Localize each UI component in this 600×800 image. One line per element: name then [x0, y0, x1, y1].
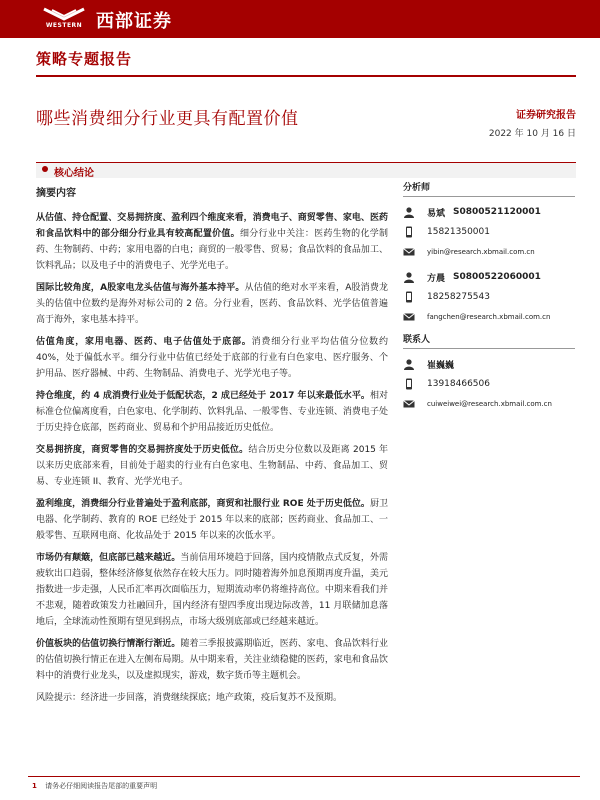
- paragraph-lead: 从估值、持仓配置、交易拥挤度、盈利四个维度来看，消费电子、商贸零售、家电、医药和食品饮料中的部分细分行业具有较高配置价值。: [36, 213, 388, 239]
- paragraph-lead: 交易拥挤度，商贸零售的交易拥挤度处于历史低位。: [36, 445, 249, 455]
- analyst-cert: S0800521120001: [453, 207, 541, 217]
- paragraph-lead: 盈利维度，消费细分行业普遍处于盈利底部，商贸和社服行业 ROE 处于历史低位。: [36, 499, 370, 509]
- summary-paragraph: [36, 550, 388, 630]
- analyst-phone: 15821350001: [427, 227, 490, 237]
- person-icon: [403, 271, 415, 283]
- contact-email[interactable]: cuiweiwei@research.xbmail.com.cn: [427, 400, 552, 408]
- contacts-heading: 联系人: [403, 332, 575, 349]
- contact-phone-row: [403, 374, 575, 394]
- report-title: 哪些消费细分行业更具有配置价值: [36, 109, 299, 129]
- page-number: 1: [32, 782, 37, 790]
- footer-divider: [28, 776, 580, 777]
- analyst-name-row: [403, 267, 575, 287]
- summary-paragraph: [36, 442, 388, 490]
- paragraph-lead: 持仓维度，约 4 成消费行业处于低配状态，2 成已经处于 2017 年以来最低水平。: [36, 391, 370, 401]
- paragraph-body: 相对标准仓位偏离度看，白色家电、化学制药、饮料乳品、一般零售、专业连锁、消费电子处于历史持仓底部，医药商业、贸易和个护用品接近历史低位。: [36, 391, 388, 433]
- summary-paragraph: [36, 334, 388, 382]
- footer: [32, 781, 157, 791]
- summary-paragraph: [36, 636, 388, 684]
- paragraph-body: 结合历史分位数以及距离 2015 年以来历史底部来看，目前处于超卖的行业有白色家电、生物制品、中药、食品加工、贸易、专业连锁 II、教育、光学光电子。: [36, 445, 388, 487]
- summary-paragraph: [36, 496, 388, 544]
- paragraph-lead: 国际比较角度，A股家电龙头估值与海外基本持平。: [36, 283, 245, 293]
- analyst-name: 方晨: [427, 273, 446, 284]
- analyst-cert: S0800522060001: [453, 272, 541, 282]
- paragraph-body: 消费细分行业平均估值分位数约 40%，处于偏低水平。细分行业中估值已经处于底部的行业有白色家电、医疗服务、个护用品、医疗器械、中药、生物制品、消费电子、光学光电子等。: [36, 337, 388, 379]
- mail-icon: [403, 311, 415, 323]
- summary-section: [36, 184, 388, 712]
- paragraph-body: 厨卫电器、化学制药、教育的 ROE 已经处于 2015 年以来的底部；医药商业、食品加工、一般零售、互联网电商、化妆品处于 2015 年以来的次低水平。: [36, 499, 388, 541]
- summary-paragraph: [36, 388, 388, 436]
- phone-icon: [403, 291, 415, 303]
- core-conclusion-title: 核心结论: [54, 168, 94, 179]
- analyst-card: [403, 267, 575, 327]
- analyst-email-row: [403, 242, 575, 262]
- analyst-phone-row: [403, 222, 575, 242]
- analyst-email[interactable]: fangchen@research.xbmail.com.cn: [427, 313, 551, 321]
- analyst-panel: [403, 180, 575, 419]
- analyst-phone-row: [403, 287, 575, 307]
- contact-phone: 13918466506: [427, 379, 490, 389]
- analysts-heading: 分析师: [403, 180, 575, 197]
- person-icon: [403, 358, 415, 370]
- summary-paragraph: [36, 210, 388, 274]
- report-category: 证券研究报告: [516, 110, 576, 121]
- analyst-card: [403, 202, 575, 262]
- paragraph-lead: 估值角度，家用电器、医药、电子估值处于底部。: [36, 337, 252, 347]
- person-icon: [403, 206, 415, 218]
- summary-paragraphs: [36, 210, 388, 706]
- analyst-list: [403, 202, 575, 327]
- phone-icon: [403, 378, 415, 390]
- summary-paragraph: [36, 690, 388, 706]
- contact-list: [403, 354, 575, 414]
- mail-icon: [403, 246, 415, 258]
- phone-icon: [403, 226, 415, 238]
- paragraph-body: 从估值的绝对水平来看，A股消费龙头的估值中位数约是海外对标公司的 2 倍。分行业看，医药、食品饮料、光学估值普遍高于海外，家电基本持平。: [36, 283, 388, 325]
- paragraph-body: 细分行业中关注：医药生物的化学制药、生物制药、中药；家用电器的白电；商贸的一般零售、贸易；食品饮料的食品加工、饮料乳品；以及电子中的消费电子、光学光电子。: [36, 229, 388, 271]
- core-conclusion-bar: [36, 162, 576, 178]
- analyst-name: 易斌: [427, 208, 446, 219]
- analyst-email-row: [403, 307, 575, 327]
- brand-name: 西部证券: [96, 11, 172, 32]
- contact-name: 崔巍巍: [427, 360, 455, 371]
- summary-paragraph: [36, 280, 388, 328]
- report-date: 2022 年 10 月 16 日: [488, 129, 576, 139]
- paragraph-lead: 市场仍有颠簸，但底部已越来越近。: [36, 553, 181, 563]
- mail-icon: [403, 398, 415, 410]
- paragraph-body: 随着三季报披露期临近，医药、家电、食品饮料行业的估值切换行情正在进入左侧布局期。从中期来看，关注业绩稳健的医药，家电和食品饮料中的消费行业龙头，以及虚拟现实，游戏，数字货币等主题机会。: [36, 639, 388, 681]
- paragraph-body: 当前信用环境趋于回落，国内疫情散点式反复，外需疲软出口趋弱，整体经济修复依然存在较大压力。同时随着海外加息预期再度升温，美元指数进一步走强，人民币汇率再次面临压力，短期流动率仍将维持高位。中期来看我们并不悲观，随着政策发力社融回升，国内经济有望四季度出现边际改善，11 月联储加息落地后，全球流动性预期有望见到拐点，市场大级别底部或已经越来越近。: [36, 553, 388, 627]
- analyst-name-row: [403, 202, 575, 222]
- top-banner: [0, 0, 600, 38]
- report-type: 策略专题报告: [36, 50, 133, 68]
- brand-english: WESTERN: [45, 22, 83, 29]
- footer-disclaimer: 请务必仔细阅读报告尾部的重要声明: [45, 782, 158, 790]
- analyst-phone: 18258275543: [427, 292, 490, 302]
- contact-email-row: [403, 394, 575, 414]
- contact-name-row: [403, 354, 575, 374]
- paragraph-lead: 价值板块的估值切换行情渐行渐近。: [36, 639, 181, 649]
- header-divider: [36, 75, 576, 77]
- paragraph-body: 风险提示：经济进一步回落，消费继续探底；地产政策，疫后复苏不及预期。: [36, 693, 343, 703]
- analyst-email[interactable]: yibin@research.xbmail.com.cn: [427, 248, 535, 256]
- summary-heading: 摘要内容: [36, 188, 76, 199]
- contact-card: [403, 354, 575, 414]
- bullet-icon: [42, 166, 48, 172]
